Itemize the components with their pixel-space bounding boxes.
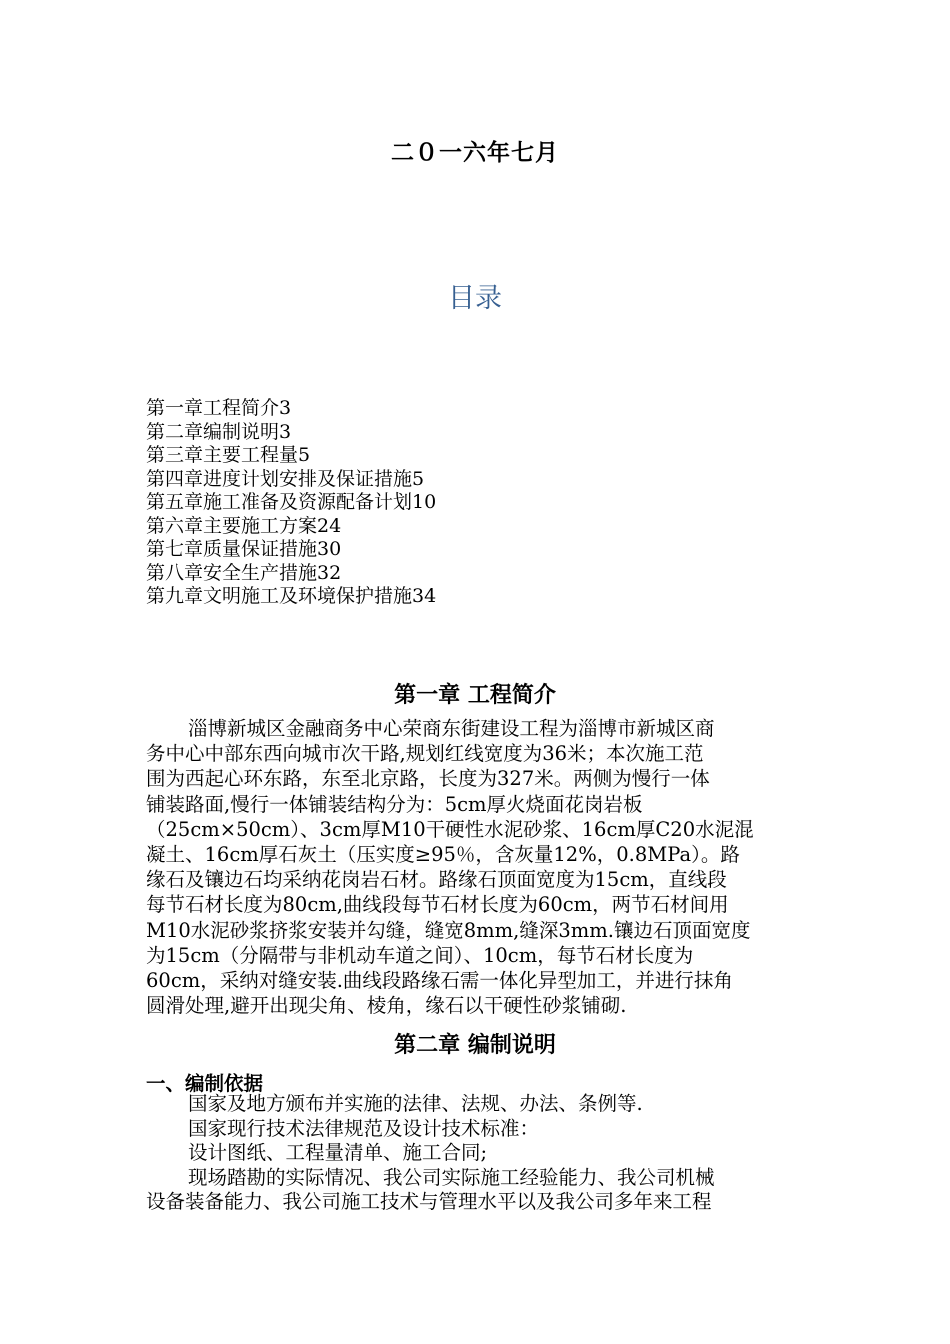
chapter-1-heading: 第一章 工程简介	[394, 683, 556, 708]
toc-item[interactable]: 第八章安全生产措施32	[146, 561, 342, 584]
paragraph-line: 淄博新城区金融商务中心荣商东街建设工程为淄博市新城区商	[188, 717, 715, 740]
paragraph-line: 现场踏勘的实际情况、我公司实际施工经验能力、我公司机械	[188, 1165, 715, 1189]
chapter-2-paragraph	[146, 1092, 806, 1215]
table-of-contents	[146, 397, 436, 609]
paragraph-line: 设备装备能力、我公司施工技术与管理水平以及我公司多年来工程	[146, 1190, 712, 1213]
paragraph-line: 60cm，采纳对缝安装.曲线段路缘石需一体化异型加工，并进行抹角	[146, 969, 733, 993]
toc-item[interactable]: 第二章编制说明3	[146, 420, 292, 443]
paragraph-line: （25cm×50cm）、3cm厚M10干硬性水泥砂浆、16cm厚C20水泥混	[146, 817, 754, 841]
paragraph-line: M10水泥砂浆挤浆安装并勾缝，缝宽8mm,缝深3mm.镶边石顶面宽度	[146, 918, 751, 942]
paragraph-line: 铺装路面,慢行一体铺装结构分为：5cm厚火烧面花岗岩板	[146, 792, 643, 816]
paragraph-line: 为15cm（分隔带与非机动车道之间）、10cm，每节石材长度为	[146, 943, 694, 967]
paragraph-line: 国家及地方颁布并实施的法律、法规、办法、条例等.	[188, 1092, 643, 1115]
chapter-2-heading: 第二章 编制说明	[394, 1033, 556, 1058]
paragraph-line: 围为西起心环东路，东至北京路，长度为327米。两侧为慢行一体	[146, 767, 710, 791]
toc-item[interactable]: 第六章主要施工方案24	[146, 514, 342, 537]
toc-item[interactable]: 第三章主要工程量5	[146, 444, 311, 466]
paragraph-line: 每节石材长度为80cm,曲线段每节石材长度为60cm，两节石材间用	[146, 893, 729, 917]
toc-item[interactable]: 第五章施工准备及资源配备计划10	[146, 491, 437, 513]
paragraph-line: 设计图纸、工程量清单、施工合同;	[188, 1141, 488, 1164]
paragraph-line: 缘石及镶边石均采纳花岗岩石材。路缘石顶面宽度为15cm，直线段	[146, 868, 727, 892]
toc-item[interactable]: 第七章质量保证措施30	[146, 538, 342, 560]
toc-title: 目录	[448, 283, 502, 314]
paragraph-line: 国家现行技术法律规范及设计技术标准：	[188, 1116, 540, 1140]
paragraph-line: 务中心中部东西向城市次干路,规划红线宽度为36米；本次施工范	[146, 742, 704, 766]
toc-item[interactable]: 第四章进度计划安排及保证措施5	[146, 467, 425, 490]
chapter-1-paragraph	[146, 716, 806, 1018]
document-date: 二０一六年七月	[391, 139, 559, 166]
toc-item[interactable]: 第一章工程简介3	[146, 397, 292, 419]
section-heading: 一、编制依据	[146, 1072, 264, 1095]
paragraph-line: 圆滑处理,避开出现尖角、棱角，缘石以干硬性砂浆铺砌.	[146, 994, 627, 1018]
toc-item[interactable]: 第九章文明施工及环境保护措施34	[146, 585, 437, 607]
paragraph-line: 凝土、16cm厚石灰土（压实度≥95％，含灰量12%，0.8MPa）。路	[146, 843, 740, 867]
